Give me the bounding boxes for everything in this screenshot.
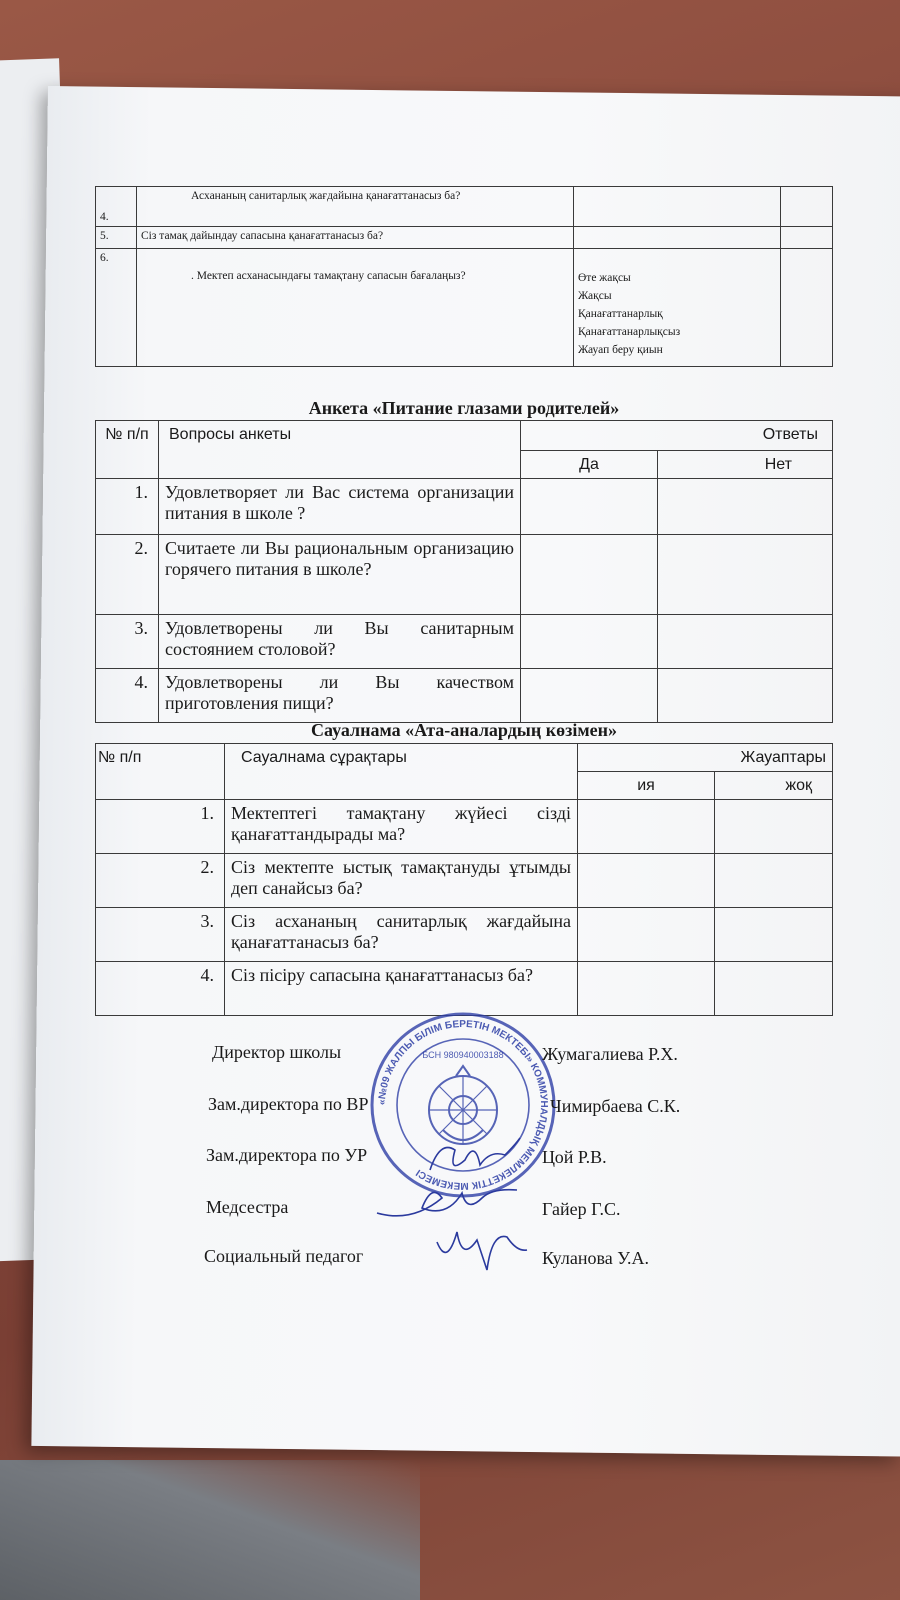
col-answers-header: Жауаптары bbox=[578, 744, 833, 772]
option-item: Өте жақсы bbox=[578, 272, 631, 284]
row-number: 4. bbox=[96, 187, 137, 227]
row-number: 1. bbox=[96, 800, 225, 854]
option-item: Қанағаттанарлық bbox=[578, 308, 663, 320]
signature-name: Куланова У.А. bbox=[542, 1248, 650, 1268]
signature-role: Медсестра bbox=[206, 1197, 289, 1217]
signature-name: Жумагалиева Р.Х. bbox=[542, 1044, 678, 1064]
signature-role: Социальный педагог bbox=[204, 1246, 364, 1266]
question-cell: . Мектеп асханасындағы тамақтану сапасын бағалаңыз? bbox=[137, 249, 574, 367]
option-item: Жауап беру қиын bbox=[578, 344, 663, 356]
col-questions-header: Вопросы анкеты bbox=[159, 421, 521, 479]
option-item: Қанағаттанарлықсыз bbox=[578, 326, 681, 338]
row-number: 2. bbox=[96, 535, 159, 615]
stamp-outer-text: «№09 ЖАЛПЫ БІЛІМ БЕРЕТІН МЕКТЕБІ» КОММУНАЛДЫҚ МЕМЛЕКЕТТІК МЕКЕМЕСІ bbox=[376, 1018, 550, 1192]
question-cell: Удовлетворяет ли Вас система организации питания в школе ? bbox=[159, 479, 521, 535]
row-number: 4. bbox=[96, 669, 159, 723]
question-cell: Удовлетворены ли Вы санитарным состоянием столовой? bbox=[159, 615, 521, 669]
question-cell: Сіз тамақ дайындау сапасына қанағаттанасыз ба? bbox=[137, 227, 574, 249]
col-answers-header: Ответы bbox=[521, 421, 833, 451]
handwritten-signature bbox=[372, 1178, 522, 1228]
row-number: 1. bbox=[96, 479, 159, 535]
handwritten-signature bbox=[432, 1222, 532, 1274]
signature-name: Цой Р.В. bbox=[542, 1147, 607, 1167]
row-number: 3. bbox=[96, 908, 225, 962]
question-cell: Асхананың санитарлық жағдайына қанағаттанасыз ба? bbox=[137, 187, 574, 227]
col-num-header: № п/п bbox=[96, 421, 159, 479]
col-questions-header: Сауалнама сұрақтары bbox=[225, 744, 578, 800]
question-cell: Сіз асхананың санитарлық жағдайына қанағаттанасыз ба? bbox=[225, 908, 578, 962]
question-cell: Сіз пісіру сапасына қанағаттанасыз ба? bbox=[225, 962, 578, 1016]
question-cell: Сіз мектепте ыстық тамақтануды ұтымды деп санайсыз ба? bbox=[225, 854, 578, 908]
question-cell: Считаете ли Вы рациональным организацию горячего питания в школе? bbox=[159, 535, 521, 615]
option-item: Жақсы bbox=[578, 290, 612, 302]
col-no-header: жоқ bbox=[715, 772, 833, 800]
col-num-header: № п/п bbox=[96, 744, 225, 800]
signature-role: Директор школы bbox=[212, 1042, 342, 1062]
stamp-bin-text: БСН 980940003188 bbox=[422, 1050, 504, 1060]
row-number: 3. bbox=[96, 615, 159, 669]
row-number: 2. bbox=[96, 854, 225, 908]
signature-role: Зам.директора по УР bbox=[206, 1145, 368, 1165]
signature-role: Зам.директора по ВР bbox=[208, 1094, 369, 1114]
row-number: 4. bbox=[96, 962, 225, 1016]
question-cell: Удовлетворены ли Вы качеством приготовления пищи? bbox=[159, 669, 521, 723]
signature-name: Гайер Г.С. bbox=[542, 1199, 621, 1219]
signature-name: Чимирбаева С.К. bbox=[550, 1096, 681, 1116]
row-number: 5. bbox=[96, 227, 137, 249]
col-no-header: Нет bbox=[658, 451, 833, 479]
survey-ru-title: Анкета «Питание глазами родителей» bbox=[308, 398, 620, 418]
question-cell: Мектептегі тамақтану жүйесі сізді қанағаттандырады ма? bbox=[225, 800, 578, 854]
survey-kz-title: Сауалнама «Ата-аналардың көзімен» bbox=[311, 720, 617, 740]
col-yes-header: ия bbox=[578, 772, 715, 800]
row-number: 6. bbox=[96, 249, 137, 367]
col-yes-header: Да bbox=[521, 451, 658, 479]
